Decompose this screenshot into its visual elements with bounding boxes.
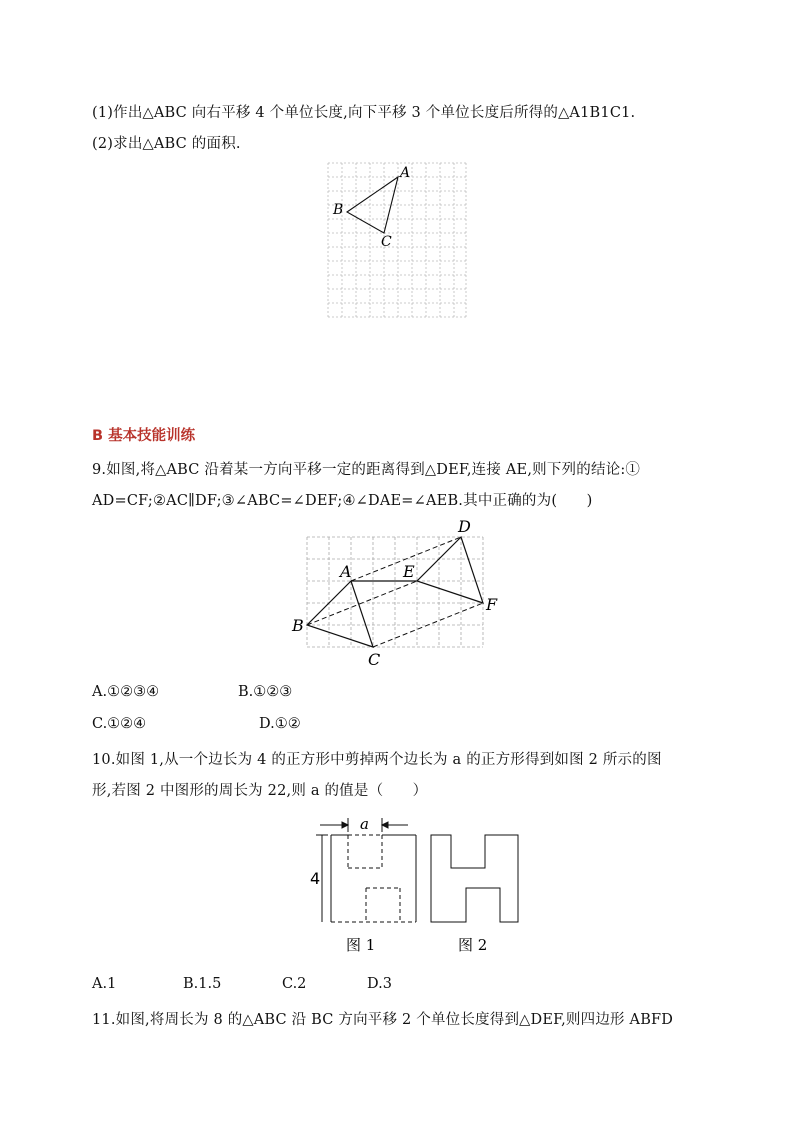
question-part-2: (2)求出△ABC 的面积.: [92, 136, 241, 152]
grid-lines: [307, 537, 483, 647]
q10-option-c[interactable]: C.2: [282, 976, 307, 992]
q9-option-c[interactable]: C.①②④: [92, 716, 147, 732]
grid-lines: [328, 163, 466, 317]
triangle-abc: [307, 581, 373, 647]
q11-text-line-1: 11.如图,将周长为 8 的△ABC 沿 BC 方向平移 2 个单位长度得到△DEF,则四边形 ABFD: [92, 1012, 674, 1028]
q9-option-d[interactable]: D.①②: [259, 716, 301, 732]
q9-figure: [290, 515, 510, 670]
label-side: 4: [310, 869, 321, 888]
label-c: C: [381, 234, 392, 250]
q9-text-line-2: AD=CF;②AC∥DF;③∠ABC=∠DEF;④∠DAE=∠AEB.其中正确的为( ): [92, 493, 593, 509]
q10-option-b[interactable]: B.1.5: [183, 976, 222, 992]
figure-2-shape: [431, 835, 518, 922]
label-a: A: [340, 562, 352, 581]
label-a: a: [360, 815, 369, 833]
q10-figure: [300, 808, 530, 958]
section-title: B 基本技能训练: [92, 428, 196, 444]
q10-text-line-1: 10.如图 1,从一个边长为 4 的正方形中剪掉两个边长为 a 的正方形得到如图 2 所示的图: [92, 752, 662, 768]
label-f: F: [486, 595, 498, 614]
q9-text-line-1: 9.如图,将△ABC 沿着某一方向平移一定的距离得到△DEF,连接 AE,则下列的结论:①: [92, 462, 641, 478]
label-d: D: [458, 517, 471, 536]
q10-option-a[interactable]: A.1: [92, 976, 117, 992]
q9-option-a[interactable]: A.①②③④: [92, 684, 160, 700]
label-c: C: [368, 650, 381, 669]
caption-fig-2: 图 2: [458, 936, 488, 954]
figure-1-square: [331, 835, 416, 922]
q10-option-d[interactable]: D.3: [367, 976, 392, 992]
label-b: B: [333, 202, 344, 218]
label-e: E: [403, 562, 415, 581]
grid-figure-1: [300, 160, 500, 325]
question-part-1: (1)作出△ABC 向右平移 4 个单位长度,向下平移 3 个单位长度后所得的△A1B1C1.: [92, 105, 636, 121]
q10-text-line-2: 形,若图 2 中图形的周长为 22,则 a 的值是（ ）: [92, 783, 428, 799]
figure-1-cut-squares: [331, 835, 416, 922]
label-b: B: [292, 616, 304, 635]
q9-option-b[interactable]: B.①②③: [238, 684, 293, 700]
label-a: A: [400, 165, 411, 181]
caption-fig-1: 图 1: [346, 936, 376, 954]
triangle-def: [417, 537, 483, 603]
